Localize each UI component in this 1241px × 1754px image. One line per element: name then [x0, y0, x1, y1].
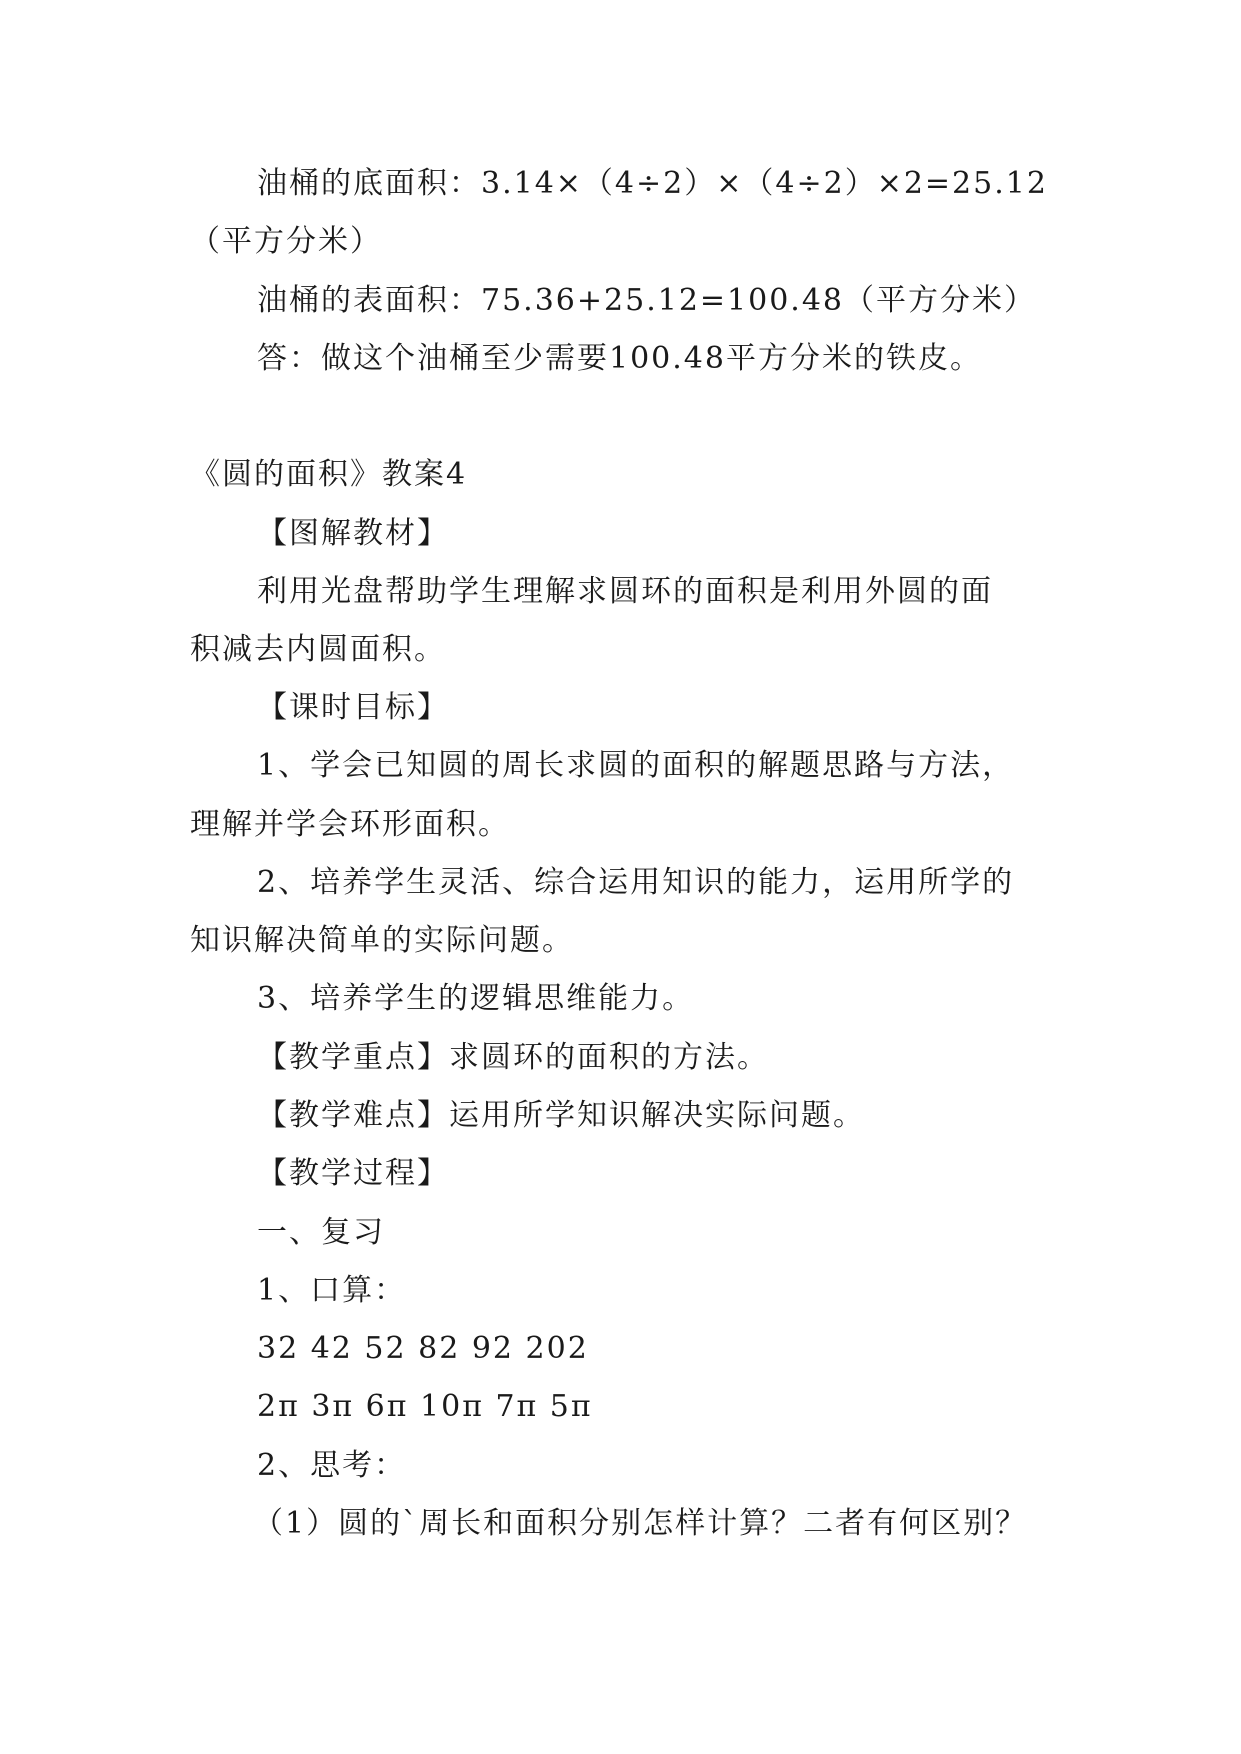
text-line: 【教学难点】运用所学知识解决实际问题。 — [257, 1098, 865, 1133]
text-line: 知识解决简单的实际问题。 — [190, 923, 574, 958]
text-line: 32 42 52 82 92 202 — [257, 1331, 589, 1366]
section-heading: 【课时目标】 — [257, 690, 449, 725]
text-line: 积减去内圆面积。 — [190, 632, 446, 667]
text-line: 理解并学会环形面积。 — [190, 807, 510, 842]
text-line: （1）圆的`周长和面积分别怎样计算？二者有何区别？ — [253, 1506, 1028, 1541]
text-line: 油桶的底面积：3.14×（4÷2）×（4÷2）×2=25.12 — [257, 166, 1048, 201]
text-line: 2π 3π 6π 10π 7π 5π — [257, 1389, 593, 1424]
section-heading: 【教学过程】 — [257, 1156, 449, 1191]
text-line: 【教学重点】求圆环的面积的方法。 — [257, 1040, 769, 1075]
text-line: （平方分米） — [190, 224, 382, 259]
text-line: 答：做这个油桶至少需要100.48平方分米的铁皮。 — [257, 341, 982, 376]
text-line: 油桶的表面积：75.36+25.12=100.48（平方分米） — [257, 283, 1037, 318]
text-line: 2、培养学生灵活、综合运用知识的能力，运用所学的 — [257, 865, 1015, 900]
text-line: 2、思考： — [257, 1448, 407, 1483]
section-heading: 【图解教材】 — [257, 516, 449, 551]
text-line: 3、培养学生的逻辑思维能力。 — [257, 981, 695, 1016]
text-line: 一、复习 — [257, 1215, 385, 1250]
text-line: 1、学会已知圆的周长求圆的面积的解题思路与方法， — [257, 748, 1015, 783]
section-title: 《圆的面积》教案4 — [190, 457, 468, 492]
text-line: 1、口算： — [257, 1273, 407, 1308]
text-line: 利用光盘帮助学生理解求圆环的面积是利用外圆的面 — [257, 574, 993, 609]
